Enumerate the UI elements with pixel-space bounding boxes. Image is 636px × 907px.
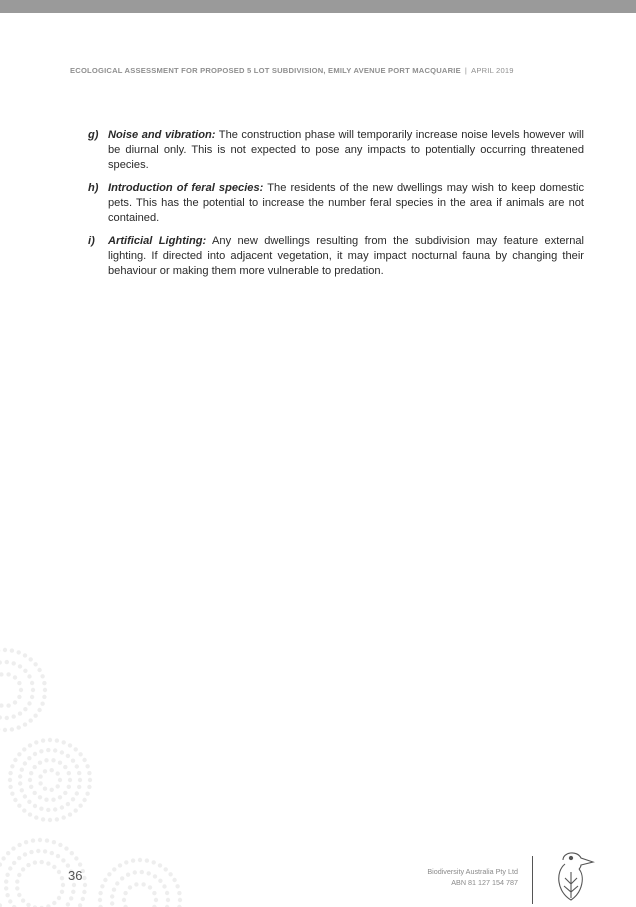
decorative-dot <box>83 883 87 887</box>
decorative-dot <box>58 761 62 765</box>
decorative-dot <box>10 764 14 768</box>
decorative-dot <box>50 851 54 855</box>
decorative-dot <box>8 771 12 775</box>
decorative-dot <box>61 858 65 862</box>
decorative-dot <box>13 798 17 802</box>
decorative-dot <box>23 794 27 798</box>
decorative-dot <box>110 901 114 905</box>
decorative-dot <box>28 812 32 816</box>
decorative-dot <box>0 703 4 707</box>
decorative-dot <box>103 878 107 882</box>
decorative-dot <box>166 898 170 902</box>
decorative-dot <box>82 890 86 894</box>
decorative-dot <box>126 873 130 877</box>
decorative-dot <box>6 672 10 676</box>
decorative-dot <box>12 661 16 665</box>
decorative-dot <box>46 808 50 812</box>
decorative-dot <box>78 862 82 866</box>
top-bar <box>0 0 636 13</box>
decorative-dot <box>8 899 12 903</box>
decorative-dot <box>6 703 10 707</box>
company-abn: ABN 81 127 154 787 <box>451 878 518 887</box>
decorative-dot <box>148 885 152 889</box>
decorative-dot <box>87 785 91 789</box>
list-item <box>88 234 584 279</box>
decorative-dot <box>178 898 182 902</box>
decorative-dot <box>140 870 144 874</box>
decorative-dot <box>128 885 132 889</box>
dot-pattern-icon <box>0 630 220 907</box>
decorative-dot <box>10 792 14 796</box>
decorative-dot <box>39 807 43 811</box>
decorative-dot <box>22 808 26 812</box>
decorative-dot <box>27 674 31 678</box>
decorative-dot <box>33 662 37 666</box>
decorative-dot <box>33 714 37 718</box>
list-item <box>88 181 584 226</box>
decorative-dot <box>68 812 72 816</box>
decorative-dot <box>62 740 66 744</box>
decorative-dot <box>10 648 14 652</box>
decorative-dot <box>37 708 41 712</box>
decorative-dot <box>20 788 24 792</box>
decorative-dot <box>11 846 15 850</box>
company-name: Biodiversity Australia Pty Ltd <box>427 867 518 876</box>
decorative-dot <box>3 648 7 652</box>
decorative-dot <box>43 688 47 692</box>
item-title: Artificial Lighting: <box>108 235 207 247</box>
decorative-dot <box>29 785 33 789</box>
item-letter: g) <box>88 129 99 141</box>
decorative-dot <box>29 771 33 775</box>
decorative-dot <box>63 791 67 795</box>
decorative-dot <box>82 758 86 762</box>
decorative-dot <box>164 867 168 871</box>
decorative-dot <box>68 778 72 782</box>
decorative-dot <box>44 798 48 802</box>
decorative-dot <box>152 891 156 895</box>
decorative-dot <box>15 879 19 883</box>
decorative-dot <box>1 856 5 860</box>
decorative-dot <box>78 752 82 756</box>
item-text: The construction phase will temporarily increase noise levels however will be diurnal only. This is not expected to pose any impacts to potentially occurring threatened species. <box>108 129 584 171</box>
decorative-dot <box>31 688 35 692</box>
decorative-dot <box>22 747 26 751</box>
decorative-dot <box>0 715 2 719</box>
decorative-dot <box>60 876 64 880</box>
decorative-dot <box>138 858 142 862</box>
decorative-dot <box>23 761 27 765</box>
decorative-dot <box>70 851 74 855</box>
decorative-dot <box>26 863 30 867</box>
decorative-dot <box>4 886 8 890</box>
decorative-dot <box>5 660 9 664</box>
impact-list <box>88 128 584 287</box>
decorative-dot <box>19 688 23 692</box>
decorative-dot <box>46 861 50 865</box>
decorative-dot <box>154 898 158 902</box>
decorative-dot <box>52 840 56 844</box>
running-header <box>70 66 550 75</box>
decorative-dot <box>24 840 28 844</box>
decorative-dot <box>145 858 149 862</box>
decorative-dot <box>33 860 37 864</box>
decorative-dot <box>5 716 9 720</box>
decorative-dot <box>29 718 33 722</box>
decorative-dot <box>71 759 75 763</box>
decorative-dot <box>177 891 181 895</box>
decorative-dot <box>39 749 43 753</box>
decorative-dot <box>33 791 37 795</box>
decorative-dot <box>57 896 61 900</box>
decorative-dot <box>123 891 127 895</box>
decorative-dot <box>71 890 75 894</box>
decorative-dot <box>17 804 21 808</box>
decorative-dot <box>13 700 17 704</box>
decorative-dot <box>60 750 64 754</box>
decorative-dot <box>28 743 32 747</box>
decorative-dot <box>112 867 116 871</box>
decorative-dot <box>98 891 102 895</box>
decorative-dot <box>85 764 89 768</box>
decorative-dot <box>0 862 2 866</box>
decorative-dot <box>0 660 2 664</box>
decorative-dot <box>29 850 33 854</box>
decorative-dot <box>42 681 46 685</box>
decorative-dot <box>67 771 71 775</box>
decorative-dot <box>60 805 64 809</box>
decorative-dot <box>20 768 24 772</box>
decorative-dot <box>100 884 104 888</box>
footer-divider <box>532 856 533 904</box>
decorative-dot <box>88 778 92 782</box>
decorative-dot <box>51 758 55 762</box>
decorative-dot <box>110 894 114 898</box>
decorative-dot <box>66 902 70 906</box>
decorative-dot <box>18 664 22 668</box>
decorative-dot <box>13 758 17 762</box>
decorative-dot <box>75 791 79 795</box>
decorative-dot <box>43 849 47 853</box>
decorative-dot <box>40 860 44 864</box>
decorative-dot <box>26 903 30 907</box>
decorative-dot <box>27 800 31 804</box>
decorative-dot <box>36 849 40 853</box>
decorative-dot <box>50 788 54 792</box>
decorative-dot <box>122 898 126 902</box>
decorative-dot <box>62 815 66 819</box>
decorative-dot <box>58 843 62 847</box>
decorative-dot <box>58 795 62 799</box>
decorative-dot <box>17 856 21 860</box>
decorative-dot <box>56 771 60 775</box>
decorative-dot <box>4 879 8 883</box>
decorative-dot <box>0 672 4 676</box>
decorative-dot <box>27 756 31 760</box>
decorative-dot <box>18 711 22 715</box>
decorative-dot <box>33 752 37 756</box>
item-text: The residents of the new dwellings may wish to keep domestic pets. This has the potential to increase the number feral species in the area if animals are not contained. <box>108 182 584 224</box>
decorative-dot <box>63 765 67 769</box>
decorative-dot <box>133 870 137 874</box>
decorative-dot <box>85 792 89 796</box>
decorative-dot <box>51 798 55 802</box>
item-title: Introduction of feral species: <box>108 182 264 194</box>
decorative-dot <box>37 668 41 672</box>
decorative-dot <box>53 748 57 752</box>
decorative-dot <box>48 818 52 822</box>
decorative-dot <box>34 740 38 744</box>
decorative-dot <box>23 653 27 657</box>
decorative-dot <box>45 838 49 842</box>
decorative-dot <box>46 748 50 752</box>
decorative-dot <box>107 872 111 876</box>
decorative-dot <box>38 781 42 785</box>
decorative-dot <box>23 722 27 726</box>
decorative-dot <box>152 860 156 864</box>
decorative-dot <box>17 893 21 897</box>
decorative-dot <box>12 714 16 718</box>
decorative-dot <box>162 884 166 888</box>
decorative-dot <box>172 878 176 882</box>
list-item <box>88 128 584 173</box>
decorative-dot <box>10 727 14 731</box>
decorative-dot <box>141 882 145 886</box>
decorative-dot <box>112 888 116 892</box>
decorative-dot <box>98 898 102 902</box>
decorative-dot <box>74 747 78 751</box>
decorative-dot <box>38 761 42 765</box>
decorative-dot <box>41 817 45 821</box>
decorative-dot <box>12 861 16 865</box>
decorative-dot <box>6 851 10 855</box>
decorative-dot <box>0 903 2 907</box>
decorative-dot <box>87 771 91 775</box>
decorative-dot <box>82 798 86 802</box>
decorative-dot <box>77 771 81 775</box>
decorative-dot <box>56 854 60 858</box>
decorative-dot <box>13 675 17 679</box>
decorative-dot <box>68 743 72 747</box>
decorative-dot <box>8 866 12 870</box>
header-separator: | <box>464 66 468 75</box>
decorative-dot <box>29 657 33 661</box>
decorative-dot <box>18 781 22 785</box>
decorative-dot <box>115 881 119 885</box>
decorative-dot <box>78 778 82 782</box>
decorative-dot <box>18 774 22 778</box>
decorative-dot <box>69 896 73 900</box>
decorative-dot <box>17 843 21 847</box>
decorative-dot <box>44 758 48 762</box>
decorative-dot <box>15 886 19 890</box>
decorative-dot <box>43 787 47 791</box>
decorative-dot <box>17 725 21 729</box>
decorative-dot <box>5 893 9 897</box>
decorative-dot <box>33 765 37 769</box>
decorative-dot <box>66 802 70 806</box>
decorative-dot <box>66 754 70 758</box>
decorative-dot <box>78 903 82 907</box>
decorative-dot <box>23 669 27 673</box>
decorative-dot <box>38 774 42 778</box>
decorative-dot <box>118 863 122 867</box>
decorative-dot <box>124 860 128 864</box>
decorative-dot <box>168 872 172 876</box>
decorative-dot <box>158 879 162 883</box>
decorative-dot <box>131 858 135 862</box>
item-letter: i) <box>88 235 95 247</box>
company-info <box>427 866 518 888</box>
item-title: Noise and vibration: <box>108 129 216 141</box>
decorative-dot <box>58 778 62 782</box>
decorative-dot <box>72 883 76 887</box>
decorative-dot <box>17 650 21 654</box>
decorative-dot <box>52 865 56 869</box>
decorative-dot <box>147 871 151 875</box>
decorative-dot <box>165 891 169 895</box>
kookaburra-logo-icon <box>553 846 595 904</box>
decorative-dot <box>158 863 162 867</box>
decorative-dot <box>50 768 54 772</box>
decorative-dot <box>27 701 31 705</box>
decorative-dot <box>53 807 57 811</box>
decorative-dot <box>120 876 124 880</box>
decorative-dot <box>40 702 44 706</box>
decorative-dot <box>81 897 85 901</box>
decorative-dot <box>75 764 79 768</box>
decorative-dot <box>3 728 7 732</box>
decorative-dot <box>21 867 25 871</box>
decorative-dot <box>30 681 34 685</box>
decorative-dot <box>48 738 52 742</box>
item-text: Any new dwellings resulting from the subdivision may feature external lighting. If directed into adjacent vegetation, it may impact nocturnal fauna by changing their behaviour or making them more vulnerable to predation. <box>108 235 584 277</box>
decorative-dot <box>52 901 56 905</box>
header-title: ECOLOGICAL ASSESSMENT FOR PROPOSED 5 LOT SUBDIVISION, EMILY AVENUE PORT MACQUARIE <box>70 66 461 75</box>
decorative-dot <box>153 874 157 878</box>
decorative-dot <box>8 785 12 789</box>
decorative-dot <box>42 695 46 699</box>
header-date: APRIL 2019 <box>471 66 514 75</box>
decorative-dot <box>74 856 78 860</box>
decorative-dot <box>77 785 81 789</box>
decorative-dot <box>21 898 25 902</box>
decorative-dot <box>30 695 34 699</box>
decorative-dot <box>74 808 78 812</box>
decorative-dot <box>60 890 64 894</box>
decorative-dot <box>175 884 179 888</box>
decorative-dot <box>55 738 59 742</box>
decorative-dot <box>41 738 45 742</box>
decorative-dot <box>31 838 35 842</box>
decorative-dot <box>23 707 27 711</box>
decorative-dot <box>78 804 82 808</box>
decorative-dot <box>40 674 44 678</box>
decorative-dot <box>23 852 27 856</box>
decorative-dot <box>55 817 59 821</box>
decorative-dot <box>17 752 21 756</box>
decorative-dot <box>17 681 21 685</box>
decorative-dot <box>67 785 71 789</box>
decorative-dot <box>38 838 42 842</box>
item-letter: h) <box>88 182 99 194</box>
decorative-dot <box>34 815 38 819</box>
decorative-dot <box>134 882 138 886</box>
decorative-dot <box>56 784 60 788</box>
decorative-dot <box>57 870 61 874</box>
page-number: 36 <box>68 868 83 883</box>
decorative-dot <box>61 883 65 887</box>
decorative-dot <box>17 873 21 877</box>
decorative-dot <box>71 797 75 801</box>
decorative-dot <box>64 846 68 850</box>
decorative-dot <box>33 804 37 808</box>
decorative-dot <box>38 795 42 799</box>
decorative-dot <box>43 769 47 773</box>
decorative-dot <box>28 778 32 782</box>
decorative-dot <box>5 873 9 877</box>
decorative-dot <box>82 876 86 880</box>
decorative-dot <box>17 695 21 699</box>
decorative-dot <box>8 778 12 782</box>
